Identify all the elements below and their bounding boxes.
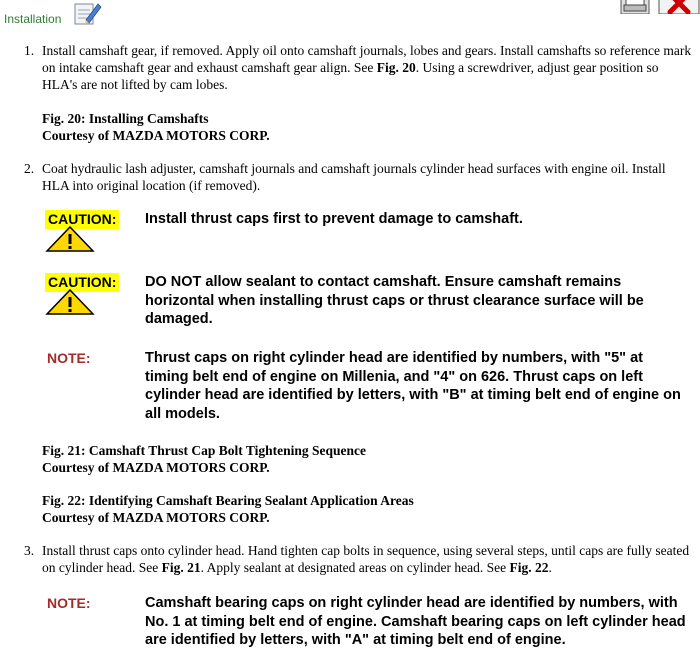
warning-triangle-icon (45, 226, 95, 252)
note-label: NOTE: (47, 595, 91, 611)
step-text (42, 42, 694, 93)
step-text: Coat hydraulic lash adjuster, camshaft journals and camshaft journals cylinder head surfaces with engine oil. Install HLA into original location (if removed). (42, 161, 666, 193)
fig-link[interactable]: Fig. 20 (376, 60, 416, 75)
figure-credit: Courtesy of MAZDA MOTORS CORP. (42, 510, 270, 525)
step-number: 2. (24, 161, 35, 176)
warning-triangle-icon (45, 289, 95, 315)
figure-caption (42, 492, 414, 526)
note-label: NOTE: (47, 350, 91, 366)
page-title: Installation (4, 12, 62, 26)
step-number: 1. (24, 43, 35, 58)
figure-credit: Courtesy of MAZDA MOTORS CORP. (42, 460, 270, 475)
close-icon[interactable] (658, 0, 700, 14)
note-text: Thrust caps on right cylinder head are identified by numbers, with "5" at timing belt end of engine on Millenia, and "4" on 626. Thrust caps on left cylinder head are identified by letters, with "B" at timing belt end of engine on all models. (145, 350, 681, 422)
step-text-part: Install camshaft gear, if removed. Apply oil onto camshaft journals, lobes and gears. Install camshafts so reference mark on intake camshaft gear and exhaust camshaft gear align. See (42, 43, 692, 75)
fig-link[interactable]: Fig. 21 (161, 560, 201, 575)
step-text-part: . (548, 560, 552, 575)
figure-caption (42, 442, 366, 476)
step-text-part: . Apply sealant at designated areas on cylinder head. See (200, 560, 510, 575)
step-number: 3. (24, 543, 35, 558)
step-text-part: . Using a screwdriver, adjust gear position so HLA's are not lifted by cam lobes. (42, 60, 659, 92)
step-text (42, 542, 694, 576)
figure-credit: Courtesy of MAZDA MOTORS CORP. (42, 128, 270, 143)
caution-text: DO NOT allow sealant to contact camshaft. Ensure camshaft remains horizontal when installing thrust caps or thrust clearance surface will be damaged. (145, 274, 644, 327)
caution-text: Install thrust caps first to prevent damage to camshaft. (145, 211, 523, 227)
figure-title: Fig. 20: Installing Camshafts (42, 111, 209, 126)
notepad-pencil-icon (72, 0, 102, 26)
figure-caption (42, 110, 270, 144)
caution-label: CAUTION: (45, 273, 119, 292)
note-text: Camshaft bearing caps on right cylinder head are identified by numbers, with No. 1 at timing belt end of engine. Camshaft bearing caps on left cylinder head are identified by letters, with "A" at timing belt end of engine. (145, 595, 686, 648)
figure-title: Fig. 21: Camshaft Thrust Cap Bolt Tightening Sequence (42, 443, 367, 458)
caution-label: CAUTION: (45, 210, 119, 229)
printer-icon[interactable] (620, 0, 650, 14)
figure-title: Fig. 22: Identifying Camshaft Bearing Sealant Application Areas (42, 493, 414, 508)
step-text-part: Install thrust caps onto cylinder head. Hand tighten cap bolts in sequence, using several steps, until caps are fully seated on cylinder head. See (42, 543, 690, 575)
fig-link[interactable]: Fig. 22 (509, 560, 549, 575)
